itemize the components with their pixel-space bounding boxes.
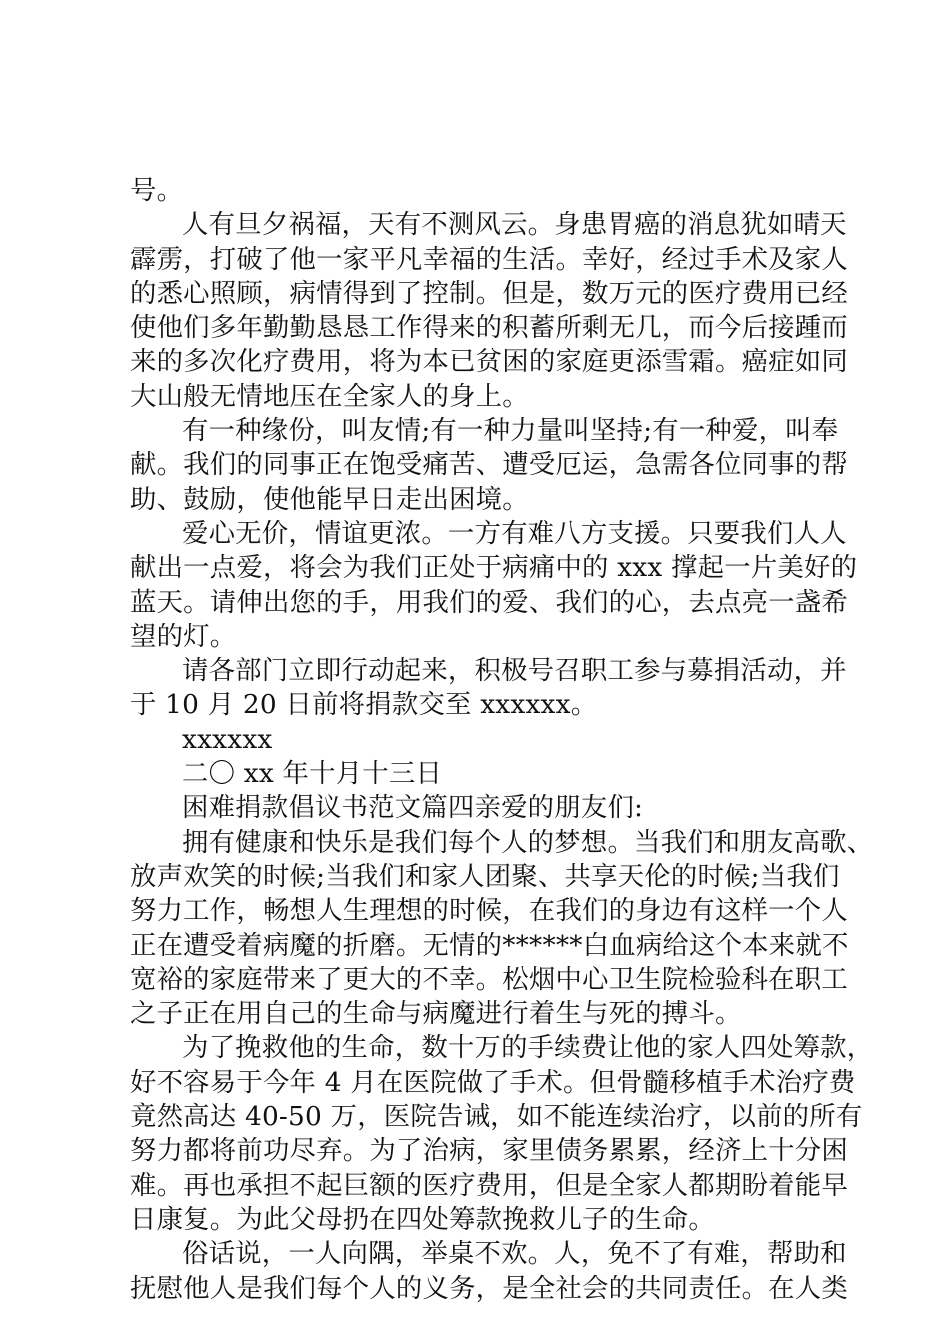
text-line: 有一种缘份，叫友情;有一种力量叫坚持;有一种爱，叫奉 — [182, 415, 839, 447]
text-line: 努力工作，畅想人生理想的时候，在我们的身边有这样一个人 — [130, 895, 848, 927]
text-line: 爱心无价，情谊更浓。一方有难八方支援。只要我们人人 — [182, 517, 847, 549]
text-line: 竟然高达 40-50 万，医院告诫，如不能连续治疗，以前的所有 — [130, 1101, 863, 1133]
text-line: 正在遭受着病魔的折磨。无情的******白血病给这个本来就不 — [130, 929, 849, 961]
text-line: 难。再也承担不起巨额的医疗费用，但是全家人都期盼着能早 — [130, 1169, 848, 1201]
document-body — [130, 174, 874, 1306]
text-line: 使他们多年勤勤恳恳工作得来的积蓄所剩无几，而今后接踵而 — [130, 312, 848, 344]
text-line: 望的灯。 — [130, 620, 237, 652]
text-line: 的悉心照顾，病情得到了控制。但是，数万元的医疗费用已经 — [130, 277, 848, 309]
text-line: 于 10 月 20 日前将捐款交至 xxxxxx。 — [130, 689, 598, 721]
text-line: 助、鼓励，使他能早日走出困境。 — [130, 483, 529, 515]
text-line: 霹雳，打破了他一家平凡幸福的生活。幸好，经过手术及家人 — [130, 243, 848, 275]
text-line: 献。我们的同事正在饱受痛苦、遭受厄运，急需各位同事的帮 — [130, 449, 848, 481]
text-line: 大山般无情地压在全家人的身上。 — [130, 380, 529, 412]
text-line: 宽裕的家庭带来了更大的不幸。松烟中心卫生院检验科在职工 — [130, 963, 848, 995]
text-line: 号。 — [130, 175, 184, 206]
text-line: xxxxxx — [182, 723, 273, 755]
text-line: 请各部门立即行动起来，积极号召职工参与募捐活动，并 — [182, 655, 847, 687]
text-line: 为了挽救他的生命，数十万的手续费让他的家人四处筹款， — [182, 1032, 874, 1064]
text-line: 二〇 xx 年十月十三日 — [182, 758, 443, 790]
text-line: 献出一点爱，将会为我们正处于病痛中的 xxx 撑起一片美好的 — [130, 552, 858, 584]
text-line: 来的多次化疗费用，将为本已贫困的家庭更添雪霜。癌症如同 — [130, 346, 848, 378]
text-line: 抚慰他人是我们每个人的义务，是全社会的共同责任。在人类 — [130, 1272, 848, 1304]
text-line: 放声欢笑的时候;当我们和家人团聚、共享天伦的时候;当我们 — [130, 860, 840, 892]
text-line: 好不容易于今年 4 月在医院做了手术。但骨髓移植手术治疗费 — [130, 1066, 856, 1098]
text-line: 之子正在用自己的生命与病魔进行着生与死的搏斗。 — [130, 998, 742, 1030]
text-line: 日康复。为此父母扔在四处筹款挽救儿子的生命。 — [130, 1203, 715, 1235]
text-line: 蓝天。请伸出您的手，用我们的爱、我们的心，去点亮一盏希 — [130, 586, 848, 618]
text-line: 拥有健康和快乐是我们每个人的梦想。当我们和朋友高歌、 — [182, 826, 874, 858]
text-line: 俗话说，一人向隅，举桌不欢。人，免不了有难，帮助和 — [182, 1238, 847, 1270]
text-line: 困难捐款倡议书范文篇四亲爱的朋友们: — [182, 792, 644, 824]
text-line: 努力都将前功尽弃。为了治病，家里债务累累，经济上十分困 — [130, 1135, 848, 1167]
text-line: 人有旦夕祸福，天有不测风云。身患胃癌的消息犹如晴天 — [182, 209, 847, 241]
